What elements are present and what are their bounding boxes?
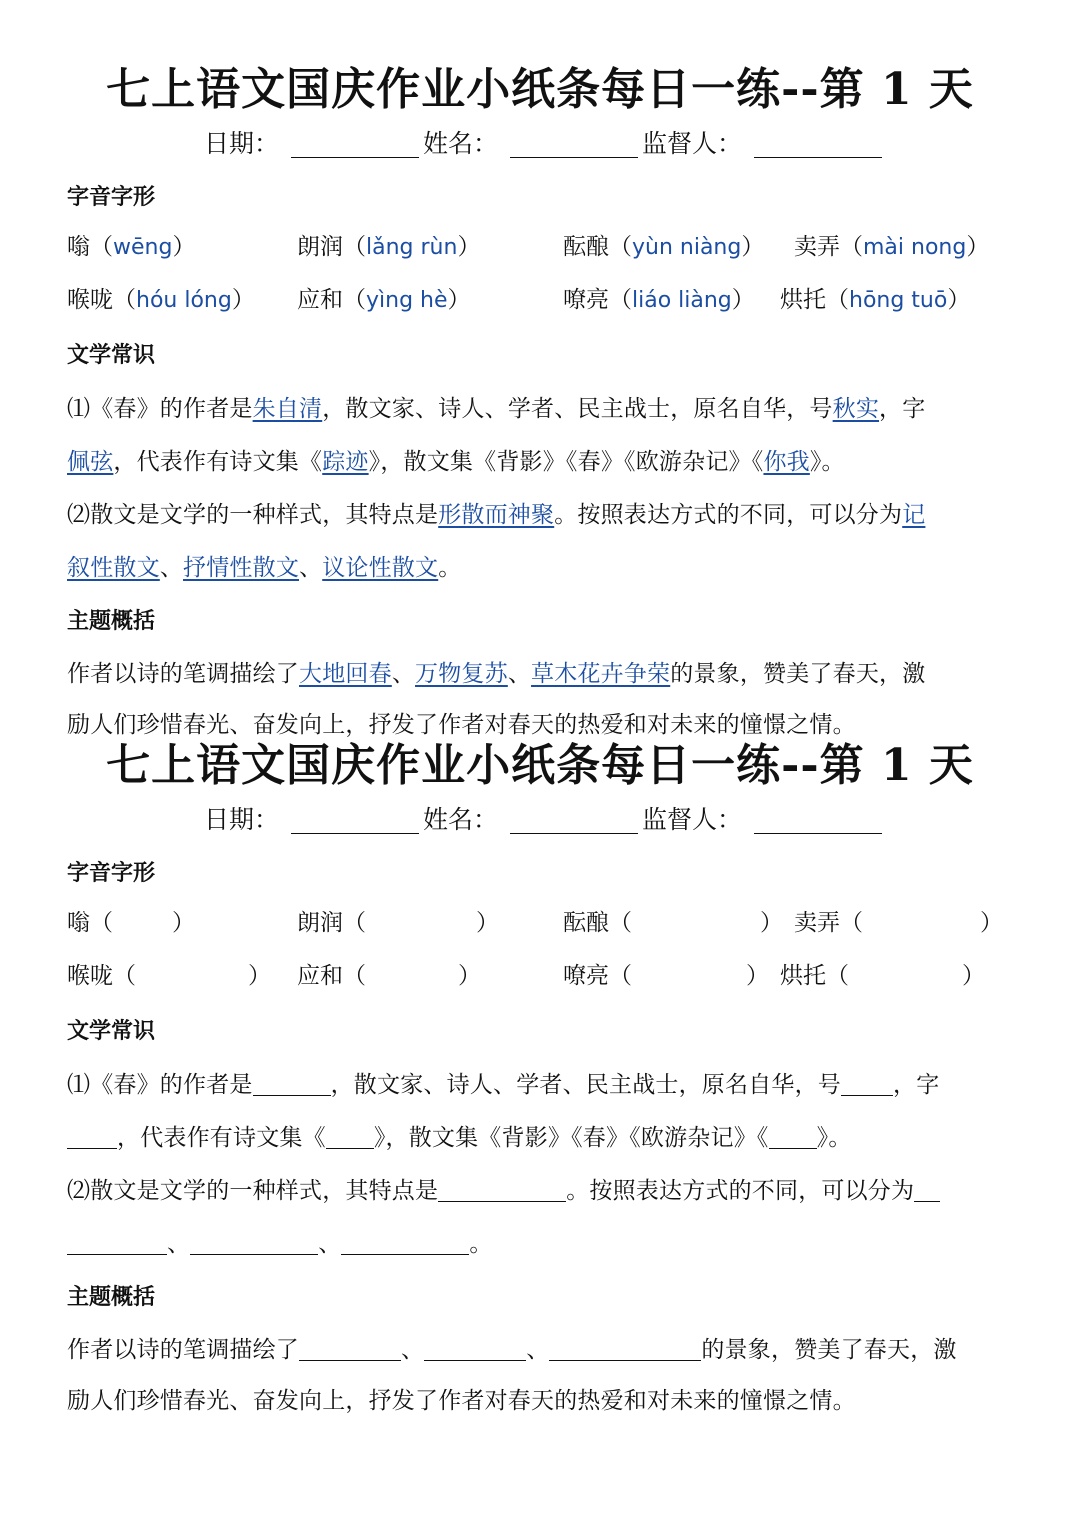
theme-line-2: 励人们珍惜春光、奋发向上，抒发了作者对春天的热爱和对未来的憧憬之情。 — [67, 712, 856, 738]
fill-blank[interactable] — [549, 1338, 701, 1361]
pinyin-row-1 — [0, 228, 1080, 268]
answer-text: 大地回春 — [299, 661, 392, 687]
section-heading-pronunciation: 字音字形 — [67, 185, 156, 210]
pinyin-item: 喉咙（hóu lóng） — [67, 287, 255, 313]
answer-text: 朱自清 — [252, 396, 323, 422]
fill-blank[interactable] — [299, 1338, 401, 1361]
fill-blank[interactable] — [424, 1338, 526, 1361]
supervisor-label: 监督人： — [642, 129, 743, 158]
section-heading-theme: 主题概括 — [67, 609, 156, 634]
fill-blank[interactable] — [190, 1232, 318, 1255]
pinyin-question[interactable]: 酝酿（ — [563, 910, 632, 936]
fill-blank[interactable] — [769, 1126, 817, 1149]
date-label: 日期： — [203, 805, 279, 834]
pinyin-item: 应和（yìng hè） — [297, 287, 471, 313]
literature-line-1: ⑴《春》的作者是朱自清，散文家、诗人、学者、民主战士，原名自华，号秋实，字 — [67, 396, 926, 422]
answer-text: 佩弦 — [67, 449, 114, 475]
answer-text: 议论性散文 — [322, 555, 439, 581]
literature-line-1: ⑴《春》的作者是 ，散文家、诗人、学者、民主战士，原名自华，号 ，字 — [67, 1072, 940, 1098]
pinyin-row-1: 嗡（ ） 朗润（ ） 酝酿（ ） 卖弄（ ） — [0, 904, 1080, 944]
pinyin-row-2: 喉咙（ ） 应和（ ） 嘹亮（ ） 烘托（ ） — [0, 957, 1080, 997]
page-title: 七上语文国庆作业小纸条每日一练--第 1 天 — [106, 64, 974, 115]
date-field[interactable] — [291, 131, 419, 158]
info-line — [10, 122, 1080, 166]
section-heading-theme: 主题概括 — [67, 1285, 156, 1310]
pinyin-question[interactable]: 嗡（ — [67, 910, 113, 936]
pinyin-question[interactable]: 嘹亮（ — [563, 963, 632, 989]
blank-sheet — [0, 734, 1080, 1414]
fill-blank[interactable] — [67, 1232, 167, 1255]
pinyin-question[interactable]: 应和（ — [297, 963, 366, 989]
date-field[interactable] — [291, 807, 419, 834]
theme-line-1: 作者以诗的笔调描绘了大地回春、万物复苏、草木花卉争荣的景象，赞美了春天，激 — [67, 661, 926, 687]
pinyin-item: 卖弄（mài nong） — [794, 234, 990, 260]
fill-blank[interactable] — [253, 1073, 331, 1096]
theme-line-1: 作者以诗的笔调描绘了 、 、 的景象，赞美了春天，激 — [67, 1337, 957, 1363]
theme-line-2: 励人们珍惜春光、奋发向上，抒发了作者对春天的热爱和对未来的憧憬之情。 — [67, 1388, 856, 1414]
pinyin-item: 朗润（lǎng rùn） — [297, 234, 481, 260]
literature-line-4: 叙性散文、抒情性散文、议论性散文。 — [67, 555, 462, 581]
fill-blank[interactable] — [341, 1232, 469, 1255]
literature-line-3: ⑵散文是文学的一种样式，其特点是形散而神聚。按照表达方式的不同，可以分为记 — [67, 502, 926, 528]
answer-text: 草木花卉争荣 — [531, 661, 671, 687]
answer-text: 抒情性散文 — [183, 555, 300, 581]
name-field[interactable] — [510, 131, 638, 158]
supervisor-field[interactable] — [754, 131, 882, 158]
fill-blank[interactable] — [914, 1179, 940, 1202]
date-label: 日期： — [203, 129, 279, 158]
pinyin-question[interactable]: 喉咙（ — [67, 963, 136, 989]
pinyin-item: 烘托（hōng tuō） — [780, 287, 971, 313]
fill-blank[interactable] — [67, 1126, 117, 1149]
pinyin-question[interactable]: 朗润（ — [297, 910, 366, 936]
supervisor-label: 监督人： — [642, 805, 743, 834]
answer-text: 万物复苏 — [415, 661, 508, 687]
answer-text: 秋实 — [832, 396, 880, 422]
name-label: 姓名： — [422, 129, 498, 158]
name-label: 姓名： — [422, 805, 498, 834]
pinyin-row-2 — [0, 281, 1080, 321]
answer-text: 你我 — [763, 449, 810, 475]
page-title: 七上语文国庆作业小纸条每日一练--第 1 天 — [106, 740, 974, 791]
pinyin-question[interactable]: 烘托（ — [780, 963, 849, 989]
literature-line-2: ，代表作有诗文集《 》，散文集《背影》《春》《欧游杂记》《 》。 — [67, 1119, 1015, 1152]
fill-blank[interactable] — [326, 1126, 374, 1149]
literature-line-2: 佩弦，代表作有诗文集《踪迹》，散文集《背影》《春》《欧游杂记》《你我》。 — [67, 449, 845, 475]
fill-blank[interactable] — [438, 1179, 566, 1202]
pinyin-item: 嘹亮（liáo liàng） — [563, 287, 755, 313]
literature-line-4: 、 、 。 — [67, 1225, 1015, 1258]
answer-text: 记 — [902, 502, 926, 528]
answer-sheet — [0, 58, 1080, 738]
section-heading-literature: 文学常识 — [67, 343, 156, 368]
name-field[interactable] — [510, 807, 638, 834]
info-line — [10, 798, 1080, 842]
fill-blank[interactable] — [841, 1073, 893, 1096]
pinyin-item: 嗡（wēng） — [67, 234, 196, 260]
section-heading-literature: 文学常识 — [67, 1019, 156, 1044]
supervisor-field[interactable] — [754, 807, 882, 834]
answer-text: 踪迹 — [322, 449, 369, 475]
pinyin-item: 酝酿（yùn niàng） — [563, 234, 765, 260]
answer-text: 叙性散文 — [67, 555, 160, 581]
answer-text: 形散而神聚 — [438, 502, 555, 528]
literature-line-3: ⑵散文是文学的一种样式，其特点是 。按照表达方式的不同，可以分为 — [67, 1172, 1015, 1205]
pinyin-question[interactable]: 卖弄（ — [794, 910, 863, 936]
section-heading-pronunciation: 字音字形 — [67, 861, 156, 886]
